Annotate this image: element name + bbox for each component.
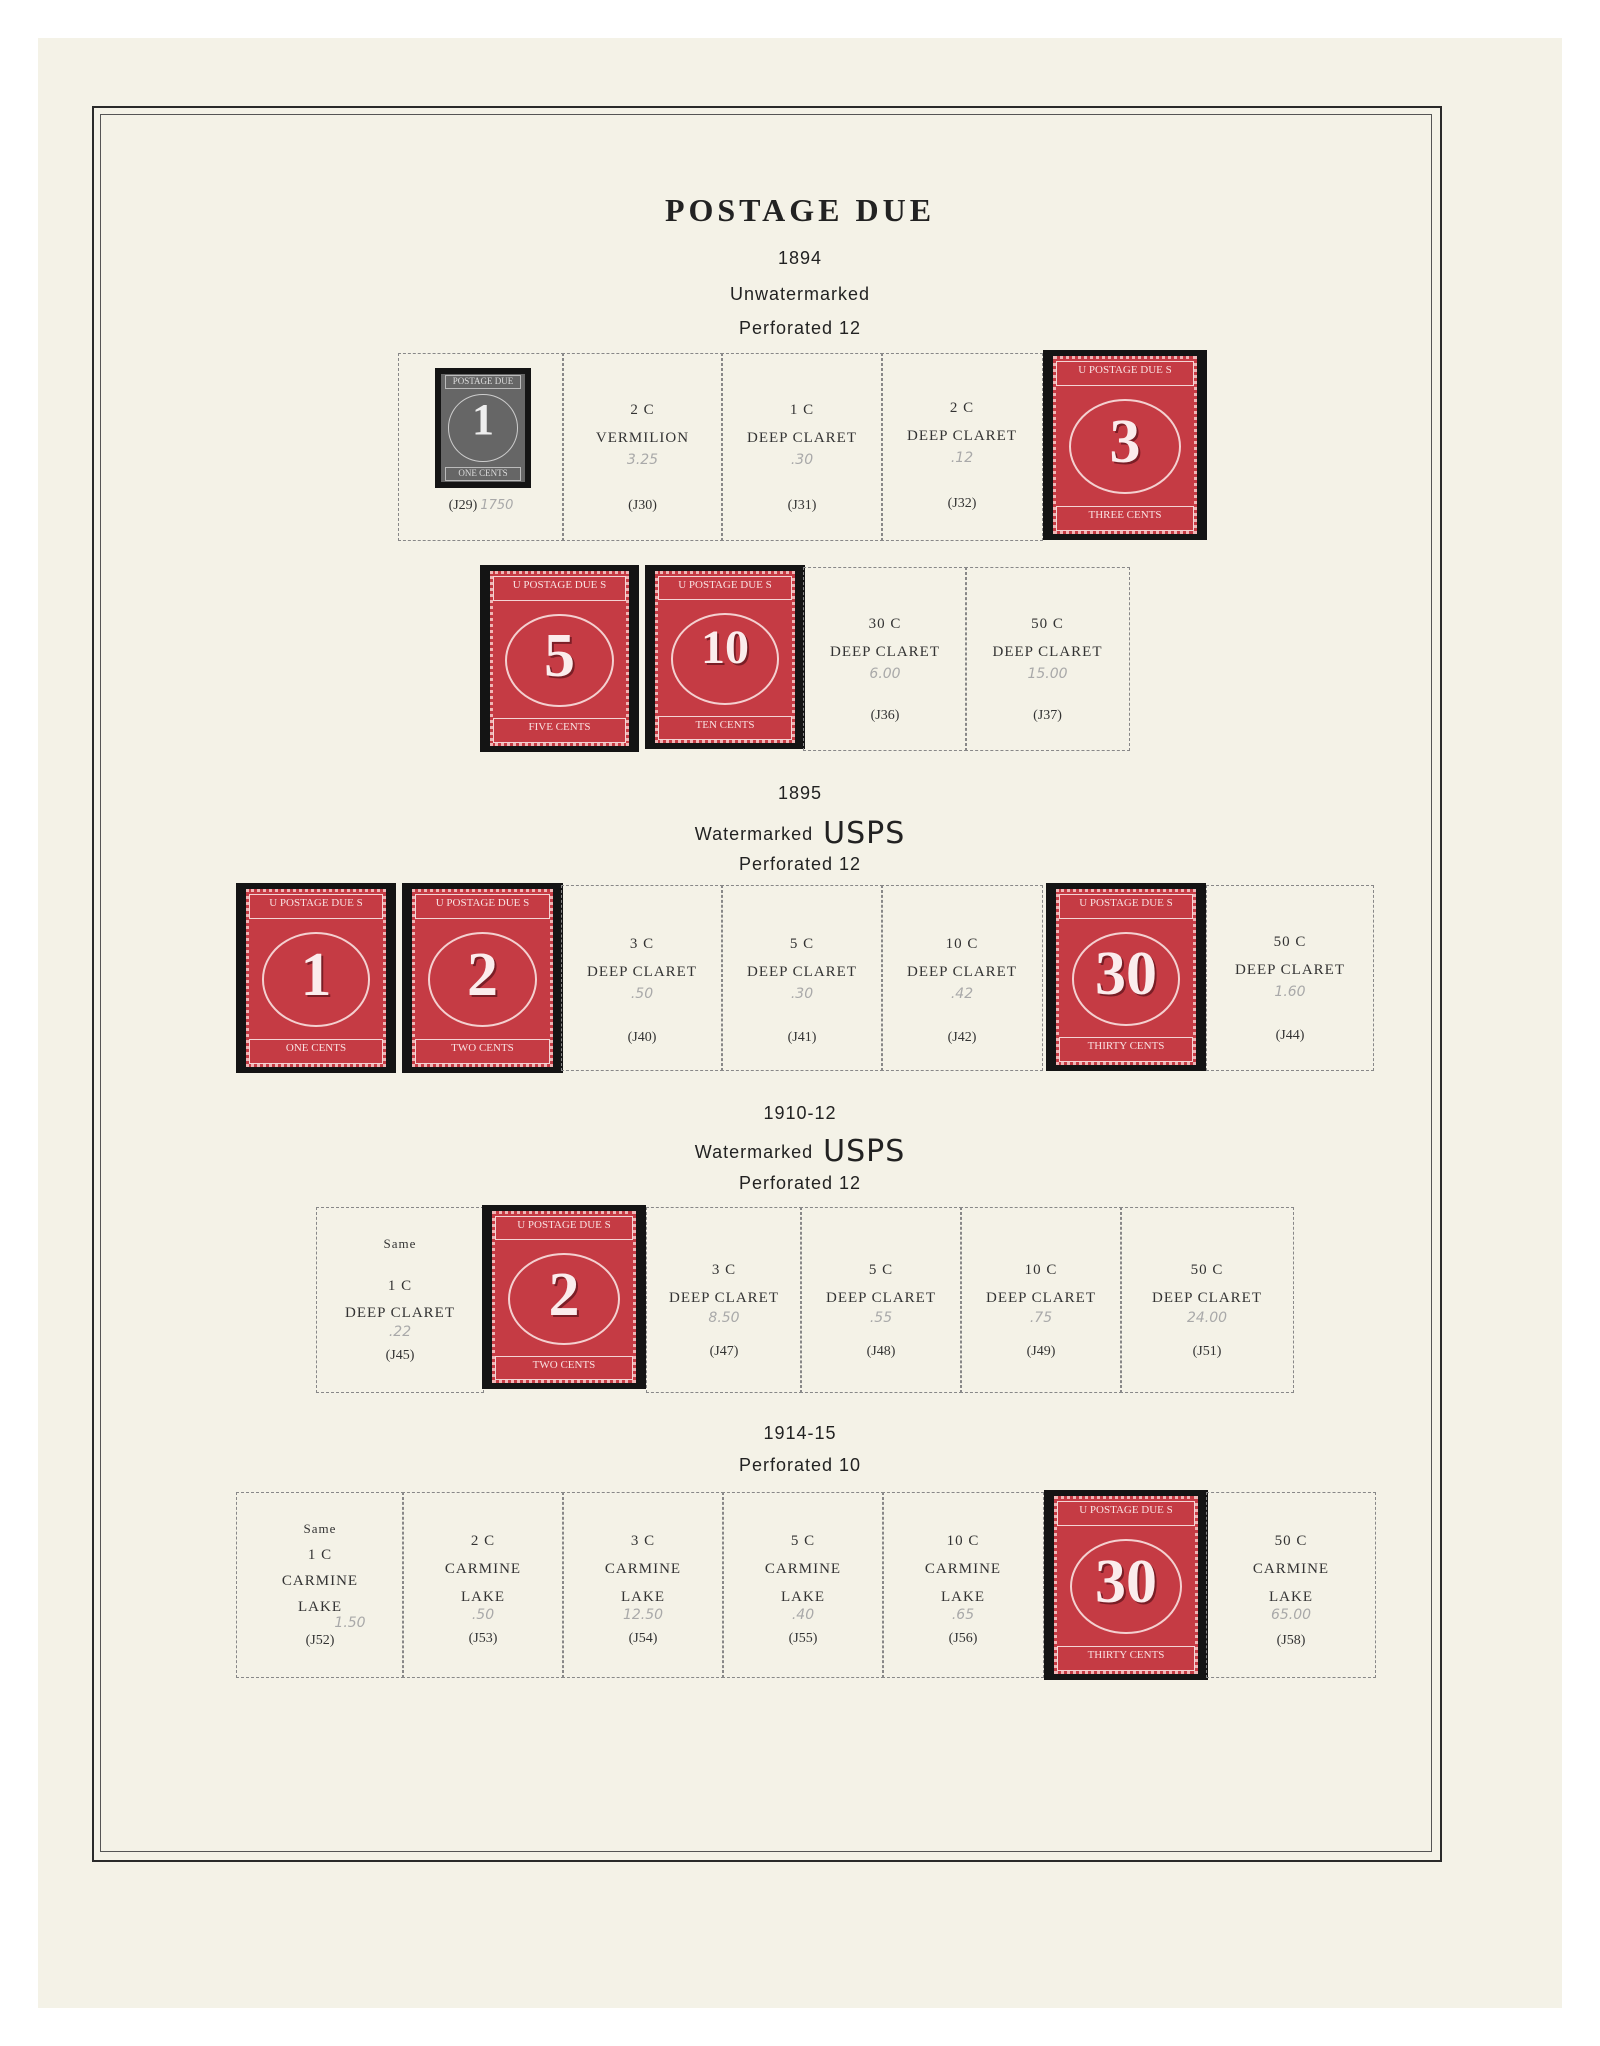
stamp-postage-due: POSTAGE DUE — [527, 1219, 602, 1232]
price-note: .12 — [950, 450, 974, 466]
stamp-space-j58[interactable] — [1206, 1492, 1376, 1678]
catalog-number: (J58) — [1276, 1633, 1306, 1648]
stamp-label-bottom: THREE CENTS — [1056, 506, 1194, 531]
stamp-color-line-2: LAKE — [298, 1599, 342, 1615]
stamp-color: DEEP CLARET — [668, 1290, 780, 1306]
stamp-u: U — [1079, 897, 1088, 910]
stamp-label-top — [1059, 894, 1193, 919]
stamp-numeral: 5 — [544, 622, 575, 691]
denomination: 50 C — [1274, 1533, 1308, 1549]
stamp-space-j30[interactable] — [562, 353, 723, 541]
stamp-space-j36[interactable] — [803, 567, 967, 751]
stamp-s: S — [604, 1219, 611, 1232]
stamp-numeral: 30 — [1095, 1548, 1157, 1616]
stamp-space-j54[interactable] — [562, 1492, 724, 1678]
price-note: .30 — [790, 986, 814, 1002]
denomination: 3 C — [711, 1262, 737, 1278]
stamp-color: DEEP CLARET — [906, 964, 1018, 980]
stamp-2-cents-1910[interactable] — [482, 1205, 646, 1389]
usps-watermark-mark: USPS — [823, 816, 906, 851]
stamp-space-j48[interactable] — [800, 1207, 962, 1393]
stamp-postage-due: POSTAGE DUE — [446, 897, 521, 910]
section-1895-watermark — [0, 816, 1600, 851]
stamp-label-bottom: ONE CENTS — [445, 467, 522, 481]
stamp-space-j32[interactable] — [881, 353, 1043, 541]
catalog-number: (J47) — [709, 1344, 739, 1359]
stamp-u: U — [678, 579, 687, 592]
denomination: 1 C — [307, 1547, 333, 1563]
stamp-color: DEEP CLARET — [1234, 962, 1346, 978]
stamp-3-cents[interactable] — [1043, 350, 1207, 540]
stamp-s: S — [523, 897, 530, 910]
stamp-color-line-1: CARMINE — [764, 1561, 842, 1577]
price-note: 1.60 — [1274, 984, 1306, 1000]
stamp-space-j47[interactable] — [646, 1207, 802, 1393]
section-1894-watermark: Unwatermarked — [729, 284, 871, 304]
section-1910-year: 1910-12 — [763, 1103, 837, 1123]
catalog-number: (J56) — [948, 1631, 978, 1646]
denomination: 10 C — [945, 936, 979, 952]
stamp-color: DEEP CLARET — [906, 428, 1018, 444]
catalog-number: (J44) — [1275, 1028, 1305, 1043]
stamp-color-line-1: CARMINE — [924, 1561, 1002, 1577]
stamp-5-cents[interactable] — [480, 565, 639, 752]
stamp-label-bottom: TWO CENTS — [415, 1039, 550, 1064]
stamp-color-line-1: CARMINE — [604, 1561, 682, 1577]
catalog-number: (J37) — [1033, 708, 1062, 723]
stamp-space-j56[interactable] — [882, 1492, 1044, 1678]
stamp-2-cents[interactable] — [402, 883, 563, 1073]
stamp-postage-due: POSTAGE DUE — [688, 579, 763, 592]
price-note: .65 — [951, 1607, 975, 1623]
catalog-number-text: (J29) — [448, 498, 478, 513]
price-note: 65.00 — [1270, 1607, 1312, 1623]
section-1895-year: 1895 — [777, 783, 823, 803]
catalog-number: (J55) — [788, 1631, 818, 1646]
denomination: 50 C — [1273, 934, 1307, 950]
stamp-color: DEEP CLARET — [746, 430, 858, 446]
price-note: .30 — [790, 452, 814, 468]
stamp-label-top — [249, 894, 383, 919]
stamp-numeral: 10 — [701, 621, 749, 675]
denomination: 2 C — [630, 402, 655, 418]
section-1914-year: 1914-15 — [763, 1423, 837, 1443]
stamp-numeral: 3 — [1109, 408, 1141, 476]
stamp-color: DEEP CLARET — [829, 644, 941, 660]
section-1895-perforation: Perforated 12 — [738, 854, 862, 874]
catalog-number — [399, 498, 563, 514]
stamp-color-line-2: LAKE — [621, 1589, 665, 1605]
stamp-color-line-2: LAKE — [1269, 1589, 1313, 1605]
stamp-space-j41[interactable] — [721, 885, 883, 1071]
price-note: .42 — [950, 986, 974, 1002]
section-1910-watermark — [0, 1134, 1600, 1169]
price-note: 24.00 — [1186, 1310, 1228, 1326]
stamp-color: DEEP CLARET — [992, 644, 1103, 660]
stamp-postage-due: POSTAGE DUE — [279, 897, 354, 910]
denomination: 30 C — [868, 616, 902, 632]
catalog-number: (J31) — [787, 498, 817, 513]
stamp-30-cents[interactable] — [1046, 883, 1206, 1071]
stamp-s: S — [356, 897, 363, 910]
stamp-u: U — [1079, 1504, 1088, 1517]
same-note: Same — [383, 1236, 417, 1251]
stamp-space-j40[interactable] — [561, 885, 723, 1071]
section-1910-perforation: Perforated 12 — [738, 1173, 862, 1193]
stamp-space-j53[interactable] — [402, 1492, 564, 1678]
price-note: .50 — [471, 1607, 495, 1623]
stamp-label-top — [495, 1216, 633, 1240]
price-note: .50 — [630, 986, 654, 1002]
watermark-label: Watermarked — [694, 824, 814, 844]
stamp-s: S — [1166, 897, 1173, 910]
catalog-number: (J52) — [305, 1633, 335, 1648]
price-note: 1.50 — [334, 1615, 366, 1631]
denomination: 50 C — [1190, 1262, 1224, 1278]
stamp-label-top — [658, 576, 792, 600]
stamp-label-bottom: ONE CENTS — [249, 1039, 383, 1064]
stamp-label-bottom: FIVE CENTS — [493, 718, 627, 742]
stamp-color-line-2: LAKE — [461, 1589, 505, 1605]
stamp-label-top — [415, 894, 550, 919]
catalog-number: (J40) — [627, 1030, 657, 1045]
price-note: .55 — [869, 1310, 893, 1326]
denomination: 10 C — [1024, 1262, 1058, 1278]
stamp-s: S — [765, 579, 772, 592]
stamp-color: VERMILION — [595, 430, 690, 446]
stamp-color: DEEP CLARET — [985, 1290, 1097, 1306]
price-note: 3.25 — [626, 452, 659, 468]
denomination: 5 C — [789, 936, 815, 952]
stamp-s: S — [600, 579, 607, 592]
stamp-numeral: 2 — [548, 1261, 580, 1330]
stamp-numeral: 2 — [467, 941, 498, 1009]
section-1894-perforation: Perforated 12 — [738, 318, 862, 338]
stamp-space-j49[interactable] — [960, 1207, 1122, 1393]
stamp-u: U — [512, 579, 521, 592]
stamp-s: S — [1166, 1504, 1173, 1517]
price-note: 1750 — [480, 498, 514, 513]
catalog-number: (J51) — [1192, 1344, 1222, 1359]
stamp-color-line-1: CARMINE — [1252, 1561, 1330, 1577]
stamp-10-cents[interactable] — [645, 565, 805, 749]
price-note: .75 — [1029, 1310, 1053, 1326]
stamp-1-cent[interactable] — [236, 883, 396, 1073]
stamp-postage-due: POSTAGE DUE — [1089, 1504, 1164, 1517]
denomination: 50 C — [1031, 616, 1064, 632]
catalog-number: (J53) — [468, 1631, 498, 1646]
catalog-number: (J54) — [628, 1631, 658, 1646]
usps-watermark-mark: USPS — [823, 1134, 906, 1169]
price-note: 8.50 — [708, 1310, 740, 1326]
stamp-space-j31[interactable] — [721, 353, 883, 541]
catalog-number: (J30) — [628, 498, 657, 513]
catalog-number: (J48) — [866, 1344, 896, 1359]
stamp-label-bottom: TWO CENTS — [495, 1356, 633, 1380]
denomination: 1 C — [387, 1278, 413, 1294]
stamp-label-top — [1056, 361, 1194, 386]
stamp-u: U — [435, 897, 444, 910]
page-title: POSTAGE DUE — [664, 192, 936, 228]
stamp-color: DEEP CLARET — [586, 964, 698, 980]
stamp-u: U — [269, 897, 278, 910]
stamp-j29-image — [435, 368, 531, 488]
stamp-numeral: 30 — [1095, 940, 1157, 1009]
stamp-label-bottom: THIRTY CENTS — [1059, 1037, 1193, 1062]
price-note: .40 — [791, 1607, 815, 1623]
denomination: 5 C — [868, 1262, 894, 1278]
stamp-u: U — [1078, 364, 1087, 377]
stamp-label-bottom: THIRTY CENTS — [1057, 1646, 1195, 1671]
stamp-space-j55[interactable] — [722, 1492, 884, 1678]
stamp-label-top — [493, 576, 627, 600]
stamp-color: DEEP CLARET — [825, 1290, 937, 1306]
section-1894-year: 1894 — [777, 248, 823, 268]
stamp-color-line-1: CARMINE — [444, 1561, 522, 1577]
catalog-number: (J41) — [787, 1030, 817, 1045]
stamp-space-j29[interactable] — [398, 353, 564, 541]
stamp-color: DEEP CLARET — [1151, 1290, 1263, 1306]
stamp-postage-due: POSTAGE DUE — [1088, 364, 1163, 377]
catalog-number: (J49) — [1026, 1344, 1056, 1359]
denomination: 2 C — [949, 400, 975, 416]
stamp-space-j51[interactable] — [1120, 1207, 1294, 1393]
stamp-s: S — [1165, 364, 1172, 377]
price-note: 6.00 — [869, 666, 901, 682]
stamp-color: DEEP CLARET — [344, 1305, 456, 1321]
price-note: 12.50 — [622, 1607, 664, 1623]
stamp-postage-due: POSTAGE DUE — [1089, 897, 1164, 910]
catalog-number: (J42) — [947, 1030, 977, 1045]
stamp-color-line-2: LAKE — [781, 1589, 825, 1605]
stamp-space-j44[interactable] — [1206, 885, 1374, 1071]
denomination: 10 C — [946, 1533, 980, 1549]
stamp-postage-due: POSTAGE DUE — [523, 579, 598, 592]
denomination: 5 C — [790, 1533, 816, 1549]
denomination: 3 C — [629, 936, 655, 952]
stamp-space-j37[interactable] — [965, 567, 1130, 751]
stamp-numeral: 1 — [472, 395, 494, 445]
stamp-label-top — [1057, 1501, 1195, 1526]
stamp-color-line-1: CARMINE — [281, 1573, 359, 1589]
denomination: 1 C — [789, 402, 815, 418]
stamp-space-j42[interactable] — [881, 885, 1043, 1071]
price-note: 15.00 — [1027, 666, 1068, 682]
price-note: .22 — [388, 1324, 412, 1340]
stamp-color-line-2: LAKE — [941, 1589, 985, 1605]
catalog-number: (J36) — [870, 708, 900, 723]
stamp-color: DEEP CLARET — [746, 964, 858, 980]
stamp-30-cents-1914[interactable] — [1044, 1490, 1208, 1680]
denomination: 2 C — [470, 1533, 496, 1549]
stamp-space-j45[interactable] — [316, 1207, 484, 1393]
denomination: 3 C — [630, 1533, 656, 1549]
section-1914-perforation: Perforated 10 — [738, 1455, 862, 1475]
stamp-numeral: 1 — [300, 941, 332, 1009]
catalog-number: (J32) — [947, 496, 977, 511]
stamp-label-bottom: TEN CENTS — [658, 716, 792, 740]
watermark-label: Watermarked — [694, 1142, 814, 1162]
same-note: Same — [303, 1521, 337, 1536]
stamp-u: U — [517, 1219, 526, 1232]
stamp-label-top: POSTAGE DUE — [445, 375, 522, 389]
catalog-number: (J45) — [385, 1348, 415, 1363]
stamp-space-j52[interactable] — [236, 1492, 404, 1678]
